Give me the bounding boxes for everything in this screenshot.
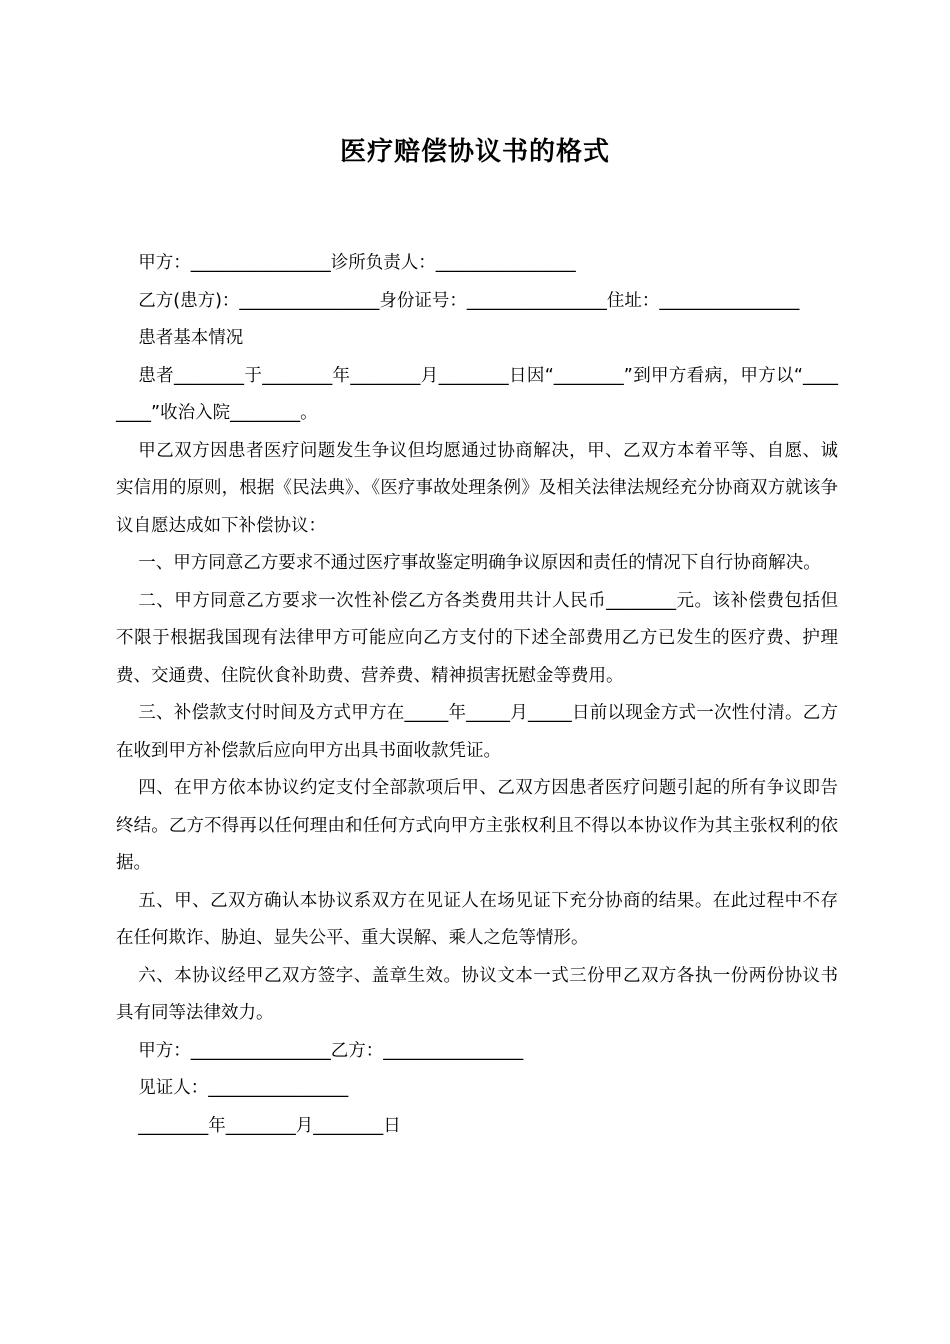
party-a-line: 甲方：________________诊所负责人：________________: [138, 253, 576, 273]
party-b-line: 乙方(患方)：________________身份证号：________________住址：________________: [138, 290, 800, 311]
patient-info-heading: 患者基本情况: [138, 328, 244, 348]
date-line: ________年________月________日: [138, 1115, 401, 1136]
clause-1: 一、甲方同意乙方要求不通过医疗事故鉴定明确争议原因和责任的情况下自行协商解决。: [138, 553, 821, 573]
witness-line: 见证人：________________: [138, 1078, 349, 1098]
document-title: 医疗赔偿协议书的格式: [339, 137, 610, 167]
clause-4: 四、在甲方依本协议约定支付全部款项后甲、乙双方因患者医疗问题引起的所有争议即告终结。乙方不得再以任何理由和任何方式向甲方主张权利且不得以本协议作为其主张权利的依据。: [116, 778, 838, 873]
clause-2: 二、甲方同意乙方要求一次性补偿乙方各类费用共计人民币________元。该补偿费包括但不限于根据我国现有法律甲方可能应向乙方支付的下述全部费用乙方已发生的医疗费、护理费、交通费、住院伙食补助费、营养费、精神损害抚慰金等费用。: [116, 590, 838, 686]
clause-5: 五、甲、乙双方确认本协议系双方在见证人在场见证下充分协商的结果。在此过程中不存在任何欺诈、胁迫、显失公平、重大误解、乘人之危等情形。: [116, 890, 838, 948]
clause-3: 三、补偿款支付时间及方式甲方在_____年_____月_____日前以现金方式一次性付清。乙方在收到甲方补偿款后应向甲方出具书面收款凭证。: [116, 703, 838, 761]
patient-info-paragraph: 患者________于________年________月________日因“________”到甲方看病，甲方以“________”收治入院________。: [116, 365, 838, 423]
clause-6: 六、本协议经甲乙双方签字、盖章生效。协议文本一式三份甲乙双方各执一份两份协议书具有同等法律效力。: [116, 965, 838, 1023]
preamble-paragraph: 甲乙双方因患者医疗问题发生争议但均愿通过协商解决，甲、乙双方本着平等、自愿、诚实信用的原则，根据《民法典》、《医疗事故处理条例》及相关法律法规经充分协商双方就该争议自愿达成如下补偿协议：: [116, 440, 838, 536]
document-body: [116, 245, 838, 1145]
signature-line: 甲方：________________乙方：________________: [138, 1040, 524, 1061]
